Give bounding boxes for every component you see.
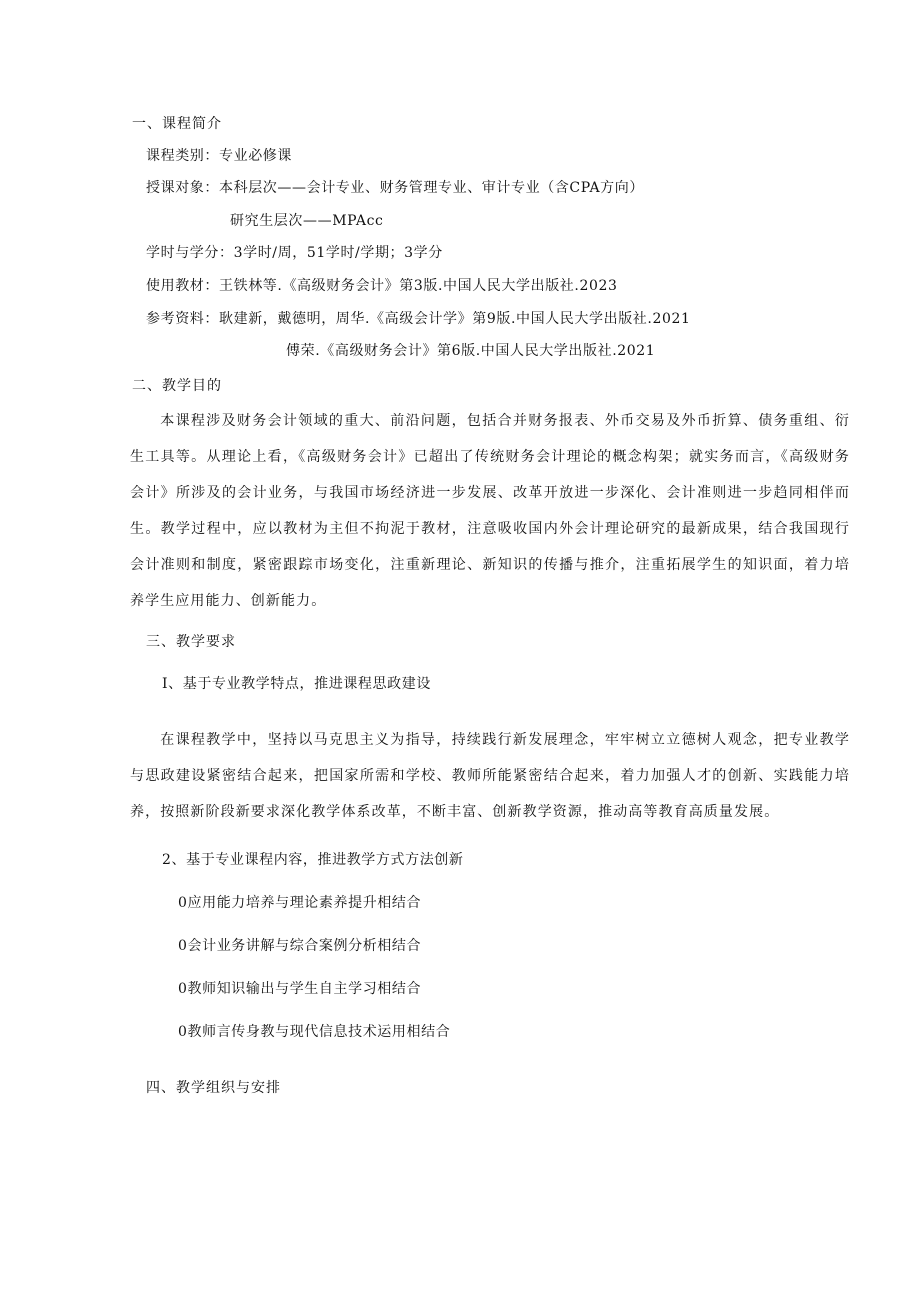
section-3-heading: 三、教学要求 (146, 634, 236, 650)
section-4-heading: 四、教学组织与安排 (146, 1080, 281, 1096)
requirement-2-item: 0教师知识输出与学生自主学习相结合 (178, 981, 422, 997)
section-1-heading: 一、课程简介 (132, 116, 222, 132)
course-textbook: 使用教材：王铁林等.《高级财务会计》第3版.中国人民大学出版社.2023 (146, 278, 618, 294)
requirement-2-item: 0会计业务讲解与综合案例分析相结合 (178, 938, 422, 954)
course-audience-undergrad: 授课对象：本科层次——会计专业、财务管理专业、审计专业（含CPA方向） (146, 180, 644, 196)
course-audience-graduate: 研究生层次——MPAcc (230, 213, 384, 229)
teaching-purpose-paragraph (130, 403, 850, 619)
requirement-2-item: 0应用能力培养与理论素养提升相结合 (178, 895, 422, 911)
course-category: 课程类别：专业必修课 (146, 148, 292, 164)
course-hours-credits: 学时与学分：3学时/周，51学时/学期；3学分 (146, 245, 443, 261)
requirement-2-item: 0教师言传身教与现代信息技术运用相结合 (178, 1024, 451, 1040)
section-2-heading: 二、教学目的 (132, 378, 222, 394)
requirement-2-title: 2、基于专业课程内容，推进教学方式方法创新 (162, 852, 464, 868)
requirement-1-paragraph (130, 722, 850, 830)
requirement-1-text: 在课程教学中，坚持以马克思主义为指导，持续践行新发展理念，牢牢树立立德树人观念，把专业教学与思政建设紧密结合起来，把国家所需和学校、教师所能紧密结合起来，着力加强人才的创新、实践能力培养，按照新阶段新要求深化教学体系改革，不断丰富、创新教学资源，推动高等教育高质量发展。 (130, 732, 850, 820)
teaching-purpose-text: 本课程涉及财务会计领域的重大、前沿问题，包括合并财务报表、外币交易及外币折算、债务重组、衍生工具等。从理论上看，《高级财务会计》已超出了传统财务会计理论的概念构架；就实务而言，《高级财务会计》所涉及的会计业务，与我国市场经济进一步发展、改革开放进一步深化、会计准则进一步趋同相伴而生。教学过程中，应以教材为主但不拘泥于教材，注意吸收国内外会计理论研究的最新成果，结合我国现行会计准则和制度，紧密跟踪市场变化，注重新理论、新知识的传播与推介，注重拓展学生的知识面，着力培养学生应用能力、创新能力。 (130, 413, 850, 609)
course-reference-1: 参考资料：耿建新，戴德明，周华.《高级会计学》第9版.中国人民大学出版社.2021 (146, 311, 691, 327)
requirement-1-title: I、基于专业教学特点，推进课程思政建设 (162, 676, 431, 692)
course-reference-2: 傅荣.《高级财务会计》第6版.中国人民大学出版社.2021 (286, 343, 656, 359)
